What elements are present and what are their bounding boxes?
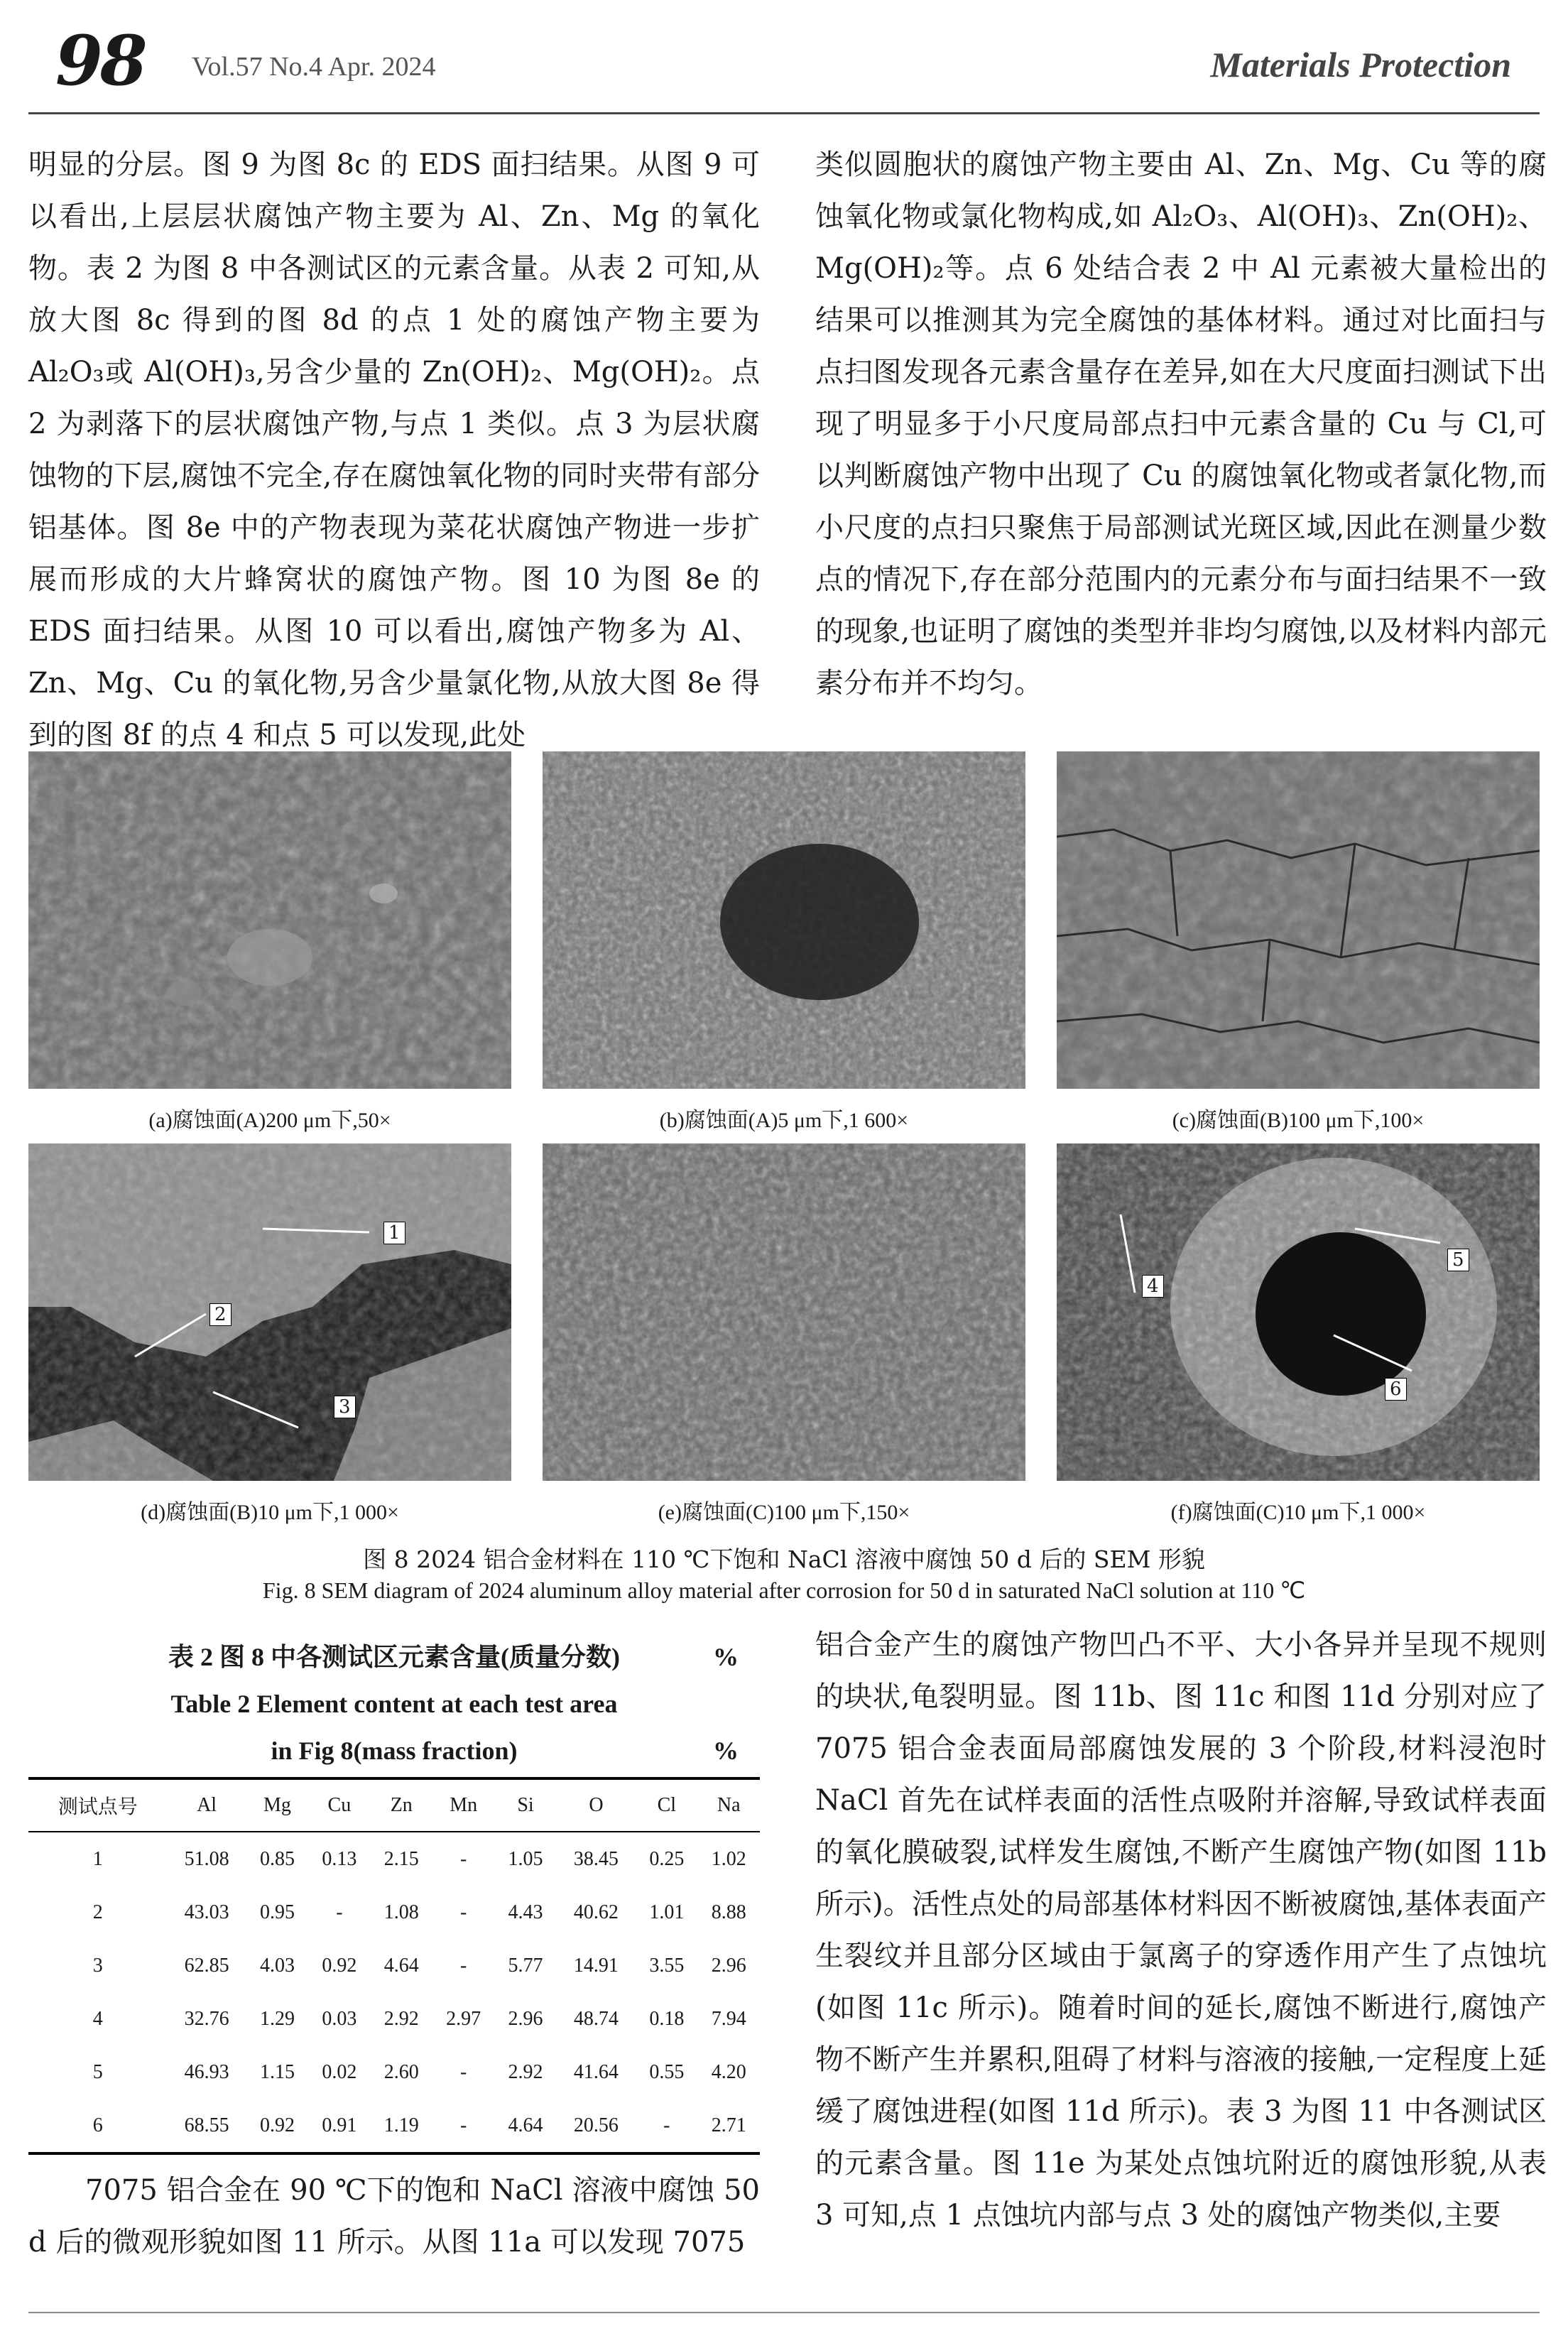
column-header: Si (517, 1794, 534, 1816)
table-cell: 2.96 (711, 1954, 746, 1977)
table-cell: 4.03 (259, 1954, 295, 1977)
table-row (28, 2099, 760, 2153)
table-cell: 14.91 (573, 1954, 619, 1977)
table-cell: 0.18 (649, 2007, 685, 2030)
table-cell: 68.55 (184, 2114, 229, 2136)
paragraph: 7075 铝合金在 90 ℃下的饱和 NaCl 溶液中腐蚀 50 d 后的微观形貌如图 11 所示。从图 11a 可以发现 7075 (28, 2174, 760, 2259)
header-rule (28, 112, 1540, 114)
table-cell: 2.92 (383, 2007, 419, 2030)
table-cell: 51.08 (184, 1847, 229, 1870)
sem-texture-b (543, 751, 1025, 1089)
table-title-en-2: in Fig 8(mass fraction) (271, 1737, 518, 1765)
table-2 (28, 1634, 760, 2155)
sem-texture-e (543, 1143, 1025, 1481)
table-cell: 1.15 (259, 2060, 295, 2083)
table-cell: 1.01 (649, 1901, 685, 1923)
table-cell: 2.71 (711, 2114, 746, 2136)
paragraph: 明显的分层。图 9 为图 8c 的 EDS 面扫结果。从图 9 可以看出,上层层状腐蚀产物主要为 Al、Zn、Mg 的氧化物。表 2 为图 8 中各测试区的元素含量。从表 2 可知,从放大图 8c 得到的图 8d 的点 1 处的腐蚀产物主要为 Al₂O₃或 Al(OH)₃,另含少量的 Zn(OH)₂、Mg(OH)₂。点 2 为剥落下的层状腐蚀产物,与点 1 类似。点 3 为层状腐蚀物的下层,腐蚀不完全,存在腐蚀氧化物的同时夹带有部分铝基体。图 8e 中的产物表现为菜花状腐蚀产物进一步扩展而形成的大片蜂窝状的腐蚀产物。图 10 为图 8e 的 EDS 面扫结果。从图 10 可以看出,腐蚀产物多为 Al、Zn、Mg、Cu 的氧化物,另含少量氯化物,从放大图 8e 得到的图 8f 的点 4 和点 5 可以发现,此处 (28, 148, 760, 751)
body-text-left-bottom (28, 2165, 760, 2268)
table-cell: 1 (92, 1847, 103, 1870)
footer-rule (28, 2312, 1540, 2313)
table-cell: - (459, 2060, 467, 2083)
column-header: Al (197, 1794, 217, 1816)
table-cell: 0.92 (322, 1954, 357, 1977)
caption-a: (a)腐蚀面(A)200 μm下,50× (148, 1109, 391, 1132)
table-title-cn: 表 2 图 8 中各测试区元素含量(质量分数) (168, 1643, 620, 1671)
marker-6: 6 (1385, 1378, 1407, 1401)
body-text-left-top (28, 139, 760, 761)
sem-texture-a (28, 751, 511, 1089)
table-cell: 0.95 (259, 1901, 295, 1923)
sem-image-b (543, 751, 1025, 1089)
table-row (28, 1832, 760, 1886)
table-cell: - (459, 1847, 467, 1870)
column-header: Mg (263, 1794, 291, 1816)
sem-texture-d (28, 1143, 511, 1481)
table-cell: 0.03 (322, 2007, 357, 2030)
body-text-right-bottom (815, 1619, 1547, 2242)
table-cell: 2.15 (383, 1847, 419, 1870)
figure-title-cn: 图 8 2024 铝合金材料在 110 ℃下饱和 NaCl 溶液中腐蚀 50 d 后的 SEM 形貌 (363, 1545, 1205, 1573)
table-unit-en: % (713, 1737, 739, 1765)
sem-texture-f (1057, 1143, 1540, 1481)
sem-image-f (1057, 1143, 1540, 1481)
table-cell: - (663, 2114, 670, 2136)
journal-volume-info: Vol.57 No.4 Apr. 2024 (192, 52, 436, 82)
table-cell: 0.85 (259, 1847, 295, 1870)
table-row (28, 1992, 760, 2045)
table-cell: 1.02 (711, 1847, 746, 1870)
table-cell: 1.05 (508, 1847, 543, 1870)
caption-b: (b)腐蚀面(A)5 μm下,1 600× (659, 1109, 909, 1132)
table-cell: 2.92 (508, 2060, 543, 2083)
table-row (28, 1939, 760, 1992)
table-cell: 4 (92, 2007, 103, 2030)
table-cell: 2 (92, 1901, 103, 1923)
table-cell: 0.92 (259, 2114, 295, 2136)
table-cell: 1.29 (259, 2007, 295, 2030)
sem-image-d (28, 1143, 511, 1481)
table-cell: 43.03 (184, 1901, 229, 1923)
sem-image-e (543, 1143, 1025, 1481)
table-cell: 1.08 (383, 1901, 419, 1923)
table-title-en-row-1 (28, 1680, 760, 1727)
journal-name: Materials Protection (1210, 45, 1511, 85)
table-cell: 40.62 (573, 1901, 619, 1923)
table-cell: 2.96 (508, 2007, 543, 2030)
table-cell: 0.02 (322, 2060, 357, 2083)
table-cell: 4.43 (508, 1901, 543, 1923)
table-cell: 0.91 (322, 2114, 357, 2136)
table-cell: 3.55 (649, 1954, 685, 1977)
table-cell: 38.45 (573, 1847, 619, 1870)
table-cell: - (459, 2114, 467, 2136)
marker-1: 1 (383, 1222, 405, 1244)
caption-c: (c)腐蚀面(B)100 μm下,100× (1172, 1109, 1425, 1132)
table-cell: 46.93 (184, 2060, 229, 2083)
marker-4: 4 (1142, 1275, 1164, 1298)
column-header: Mn (450, 1794, 478, 1816)
table-cell: 4.64 (383, 1954, 419, 1977)
page-number: 98 (55, 21, 145, 101)
table-cell: 32.76 (184, 2007, 229, 2030)
table-cell: - (459, 1901, 467, 1923)
table-cell: 5 (92, 2060, 103, 2083)
column-header: Cu (327, 1794, 352, 1816)
table-row (28, 2045, 760, 2099)
table-cell: - (336, 1901, 343, 1923)
table-cell: 0.25 (649, 1847, 685, 1870)
table-cell: 41.64 (573, 2060, 619, 2083)
table-cell: 3 (92, 1954, 103, 1977)
table-cell: 2.97 (446, 2007, 481, 2030)
table-cell: 20.56 (573, 2114, 619, 2136)
sem-image-a (28, 751, 511, 1089)
paragraph: 类似圆胞状的腐蚀产物主要由 Al、Zn、Mg、Cu 等的腐蚀氧化物或氯化物构成,如 Al₂O₃、Al(OH)₃、Zn(OH)₂、Mg(OH)₂等。点 6 处结合表 2 中 Al 元素被大量检出的结果可以推测其为完全腐蚀的基体材料。通过对比面扫与点扫图发现各元素含量存在差异,如在大尺度面扫测试下出现了明显多于小尺度局部点扫中元素含量的 Cu 与 Cl,可以判断腐蚀产物中出现了 Cu 的腐蚀氧化物或者氯化物,而小尺度的点扫只聚焦于局部测试光斑区域,因此在测量少数点的情况下,存在部分范围内的元素分布与面扫结果不一致的现象,也证明了腐蚀的类型并非均匀腐蚀,以及材料内部元素分布并不均匀。 (815, 148, 1547, 700)
table-cell: 7.94 (711, 2007, 746, 2030)
figure-title-en: Fig. 8 SEM diagram of 2024 aluminum alloy material after corrosion for 50 d in saturated NaCl solution at 110 ℃ (262, 1577, 1306, 1603)
column-header: 测试点号 (58, 1796, 138, 1818)
table-title-en-row-2 (28, 1727, 760, 1774)
paragraph: 铝合金产生的腐蚀产物凹凸不平、大小各异并呈现不规则的块状,龟裂明显。图 11b、图 11c 和图 11d 分别对应了 7075 铝合金表面局部腐蚀发展的 3 个阶段,材料浸泡时 NaCl 首先在试样表面的活性点吸附并溶解,导致试样表面的氧化膜破裂,试样发生腐蚀,不断产生腐蚀产物(如图 11b 所示)。活性点处的局部基体材料因不断被腐蚀,基体表面产生裂纹并且部分区域由于氯离子的穿透作用产生了点蚀坑(如图 11c 所示)。随着时间的延长,腐蚀不断进行,腐蚀产物不断产生并累积,阻碍了材料与溶液的接触,一定程度上延缓了腐蚀进程(如图 11d 所示)。表 3 为图 11 中各测试区的元素含量。图 11e 为某处点蚀坑附近的腐蚀形貌,从表 3 可知,点 1 点蚀坑内部与点 3 处的腐蚀产物类似,主要 (815, 1629, 1547, 2232)
table-cell: 48.74 (573, 2007, 619, 2030)
table-cell: - (459, 1954, 467, 1977)
marker-5: 5 (1447, 1249, 1469, 1271)
column-header: Zn (390, 1794, 413, 1816)
caption-e: (e)腐蚀面(C)100 μm下,150× (658, 1501, 910, 1524)
table-cell: 4.20 (711, 2060, 746, 2083)
table-cell: 62.85 (184, 1954, 229, 1977)
marker-2: 2 (209, 1303, 232, 1326)
column-header: Cl (657, 1794, 677, 1816)
table-cell: 6 (92, 2114, 103, 2136)
table-cell: 5.77 (508, 1954, 543, 1977)
sem-texture-c (1057, 751, 1540, 1089)
marker-3: 3 (334, 1396, 356, 1418)
table-unit-cn: % (713, 1643, 739, 1671)
column-header: Na (717, 1794, 741, 1816)
table-cell: 0.13 (322, 1847, 357, 1870)
element-content-table (28, 1777, 760, 2155)
table-cell: 4.64 (508, 2114, 543, 2136)
column-header: O (589, 1794, 604, 1816)
body-text-right-top (815, 139, 1547, 710)
table-cell: 0.55 (649, 2060, 685, 2083)
table-title-en-1: Table 2 Element content at each test area (170, 1690, 618, 1718)
sem-image-c (1057, 751, 1540, 1089)
table-cell: 2.60 (383, 2060, 419, 2083)
caption-d: (d)腐蚀面(B)10 μm下,1 000× (141, 1501, 399, 1524)
table-row (28, 1886, 760, 1939)
table-cell: 8.88 (711, 1901, 746, 1923)
table-header-row (28, 1778, 760, 1832)
table-cell: 1.19 (383, 2114, 419, 2136)
table-title-cn-row (28, 1634, 760, 1680)
caption-f: (f)腐蚀面(C)10 μm下,1 000× (1170, 1501, 1426, 1524)
